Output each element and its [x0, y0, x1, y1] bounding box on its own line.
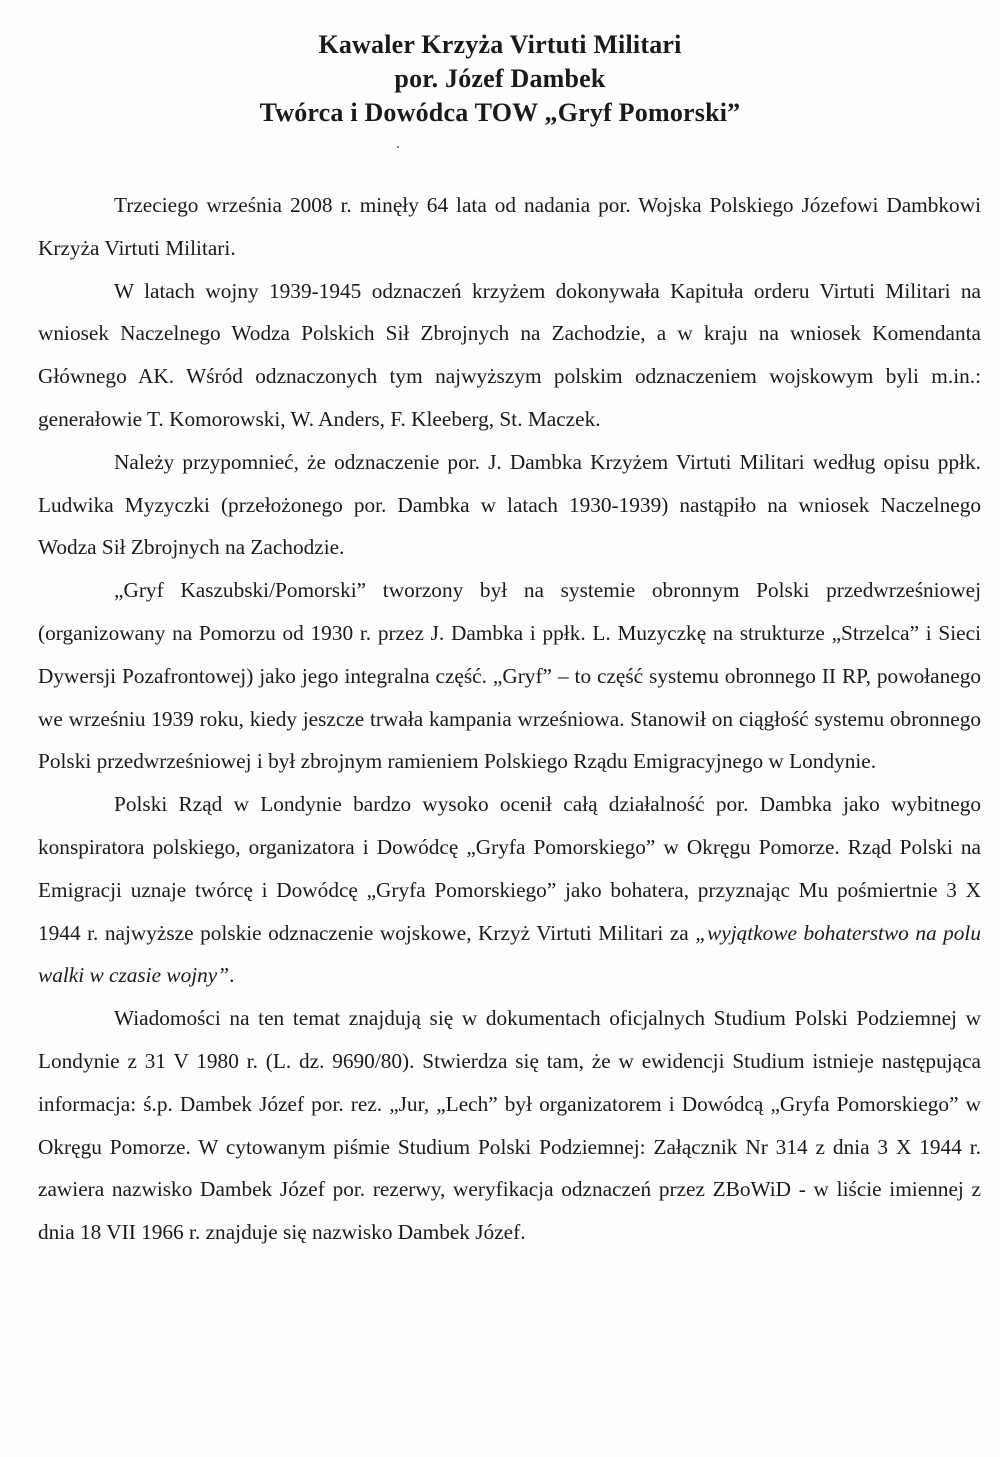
paragraph-5: [38, 783, 981, 997]
document-body: [38, 184, 981, 1254]
title-line-2: por. Józef Dambek: [394, 64, 606, 93]
paragraph-6: Wiadomości na ten temat znajdują się w dokumentach oficjalnych Studium Polski Podziemnej w Londynie z 31 V 1980 r. (L. dz. 9690/80). Stwierdza się tam, że w ewidencji Studium istnieje następująca informacja: ś.p. Dambek Józef por. rez. „Jur, „Lech” był organizatorem i Dowódcą „Gryfa Pomorskiego” w Okręgu Pomorze. W cytowanym piśmie Studium Polski Podziemnej: Załącznik Nr 314 z dnia 3 X 1944 r. zawiera nazwisko Dambek Józef por. rezerwy, weryfikacja odznaczeń przez ZBoWiD - w liście imiennej z dnia 18 VII 1966 r. znajduje się nazwisko Dambek Józef.: [38, 1006, 981, 1245]
paragraph-5-quote: „wyjątkowe bohaterstwo na polu walki w czasie wojny”: [38, 920, 981, 988]
title-line-3: Twórca i Dowódca TOW „Gryf Pomorski”: [259, 98, 741, 127]
paragraph-2: W latach wojny 1939-1945 odznaczeń krzyżem dokonywała Kapituła orderu Virtuti Militari na wniosek Naczelnego Wodza Polskich Sił Zbrojnych na Zachodzie, a w kraju na wniosek Komendanta Głównego AK. Wśród odznaczonych tym najwyższym polskim odznaczeniem wojskowym byli m.in.: generałowie T. Komorowski, W. Anders, F. Kleeberg, St. Maczek.: [38, 278, 981, 431]
paragraph-4: „Gryf Kaszubski/Pomorski” tworzony był na systemie obronnym Polski przedwrześniowej (organizowany na Pomorzu od 1930 r. przez J. Dambka i ppłk. L. Muzyczkę na strukturze „Strzelca” i Sieci Dywersji Pozafrontowej) jako jego integralna część. „Gryf” – to część systemu obronnego II RP, powołanego we wrześniu 1939 roku, kiedy jeszcze trwała kampania wrześniowa. Stanowił on ciągłość systemu obronnego Polski przedwrześniowej i był zbrojnym ramieniem Polskiego Rządu Emigracyjnego w Londynie.: [38, 578, 981, 774]
title-line-1: Kawaler Krzyża Virtuti Militari: [318, 30, 682, 59]
paragraph-1: Trzeciego września 2008 r. minęły 64 lata od nadania por. Wojska Polskiego Józefowi Dambkowi Krzyża Virtuti Militari.: [38, 193, 981, 260]
paragraph-3: Należy przypomnieć, że odznaczenie por. J. Dambka Krzyżem Virtuti Militari według opisu ppłk. Ludwika Myzyczki (przełożonego por. Dambka w latach 1930-1939) nastąpiło na wniosek Naczelnego Wodza Sił Zbrojnych na Zachodzie.: [38, 449, 981, 560]
paragraph-5-end: .: [229, 963, 235, 988]
scan-speck: [397, 146, 399, 148]
document-title: [0, 28, 1000, 130]
paragraph-5-text: Polski Rząd w Londynie bardzo wysoko ocenił całą działalność por. Dambka jako wybitnego konspiratora polskiego, organizatora i Dowódcę „Gryfa Pomorskiego” w Okręgu Pomorze. Rząd Polski na Emigracji uznaje twórcę i Dowódcę „Gryfa Pomorskiego” jako bohatera, przyznając Mu pośmiertnie 3 X 1944 r. najwyższe polskie odznaczenie wojskowe, Krzyż Virtuti Militari za: [38, 792, 981, 945]
